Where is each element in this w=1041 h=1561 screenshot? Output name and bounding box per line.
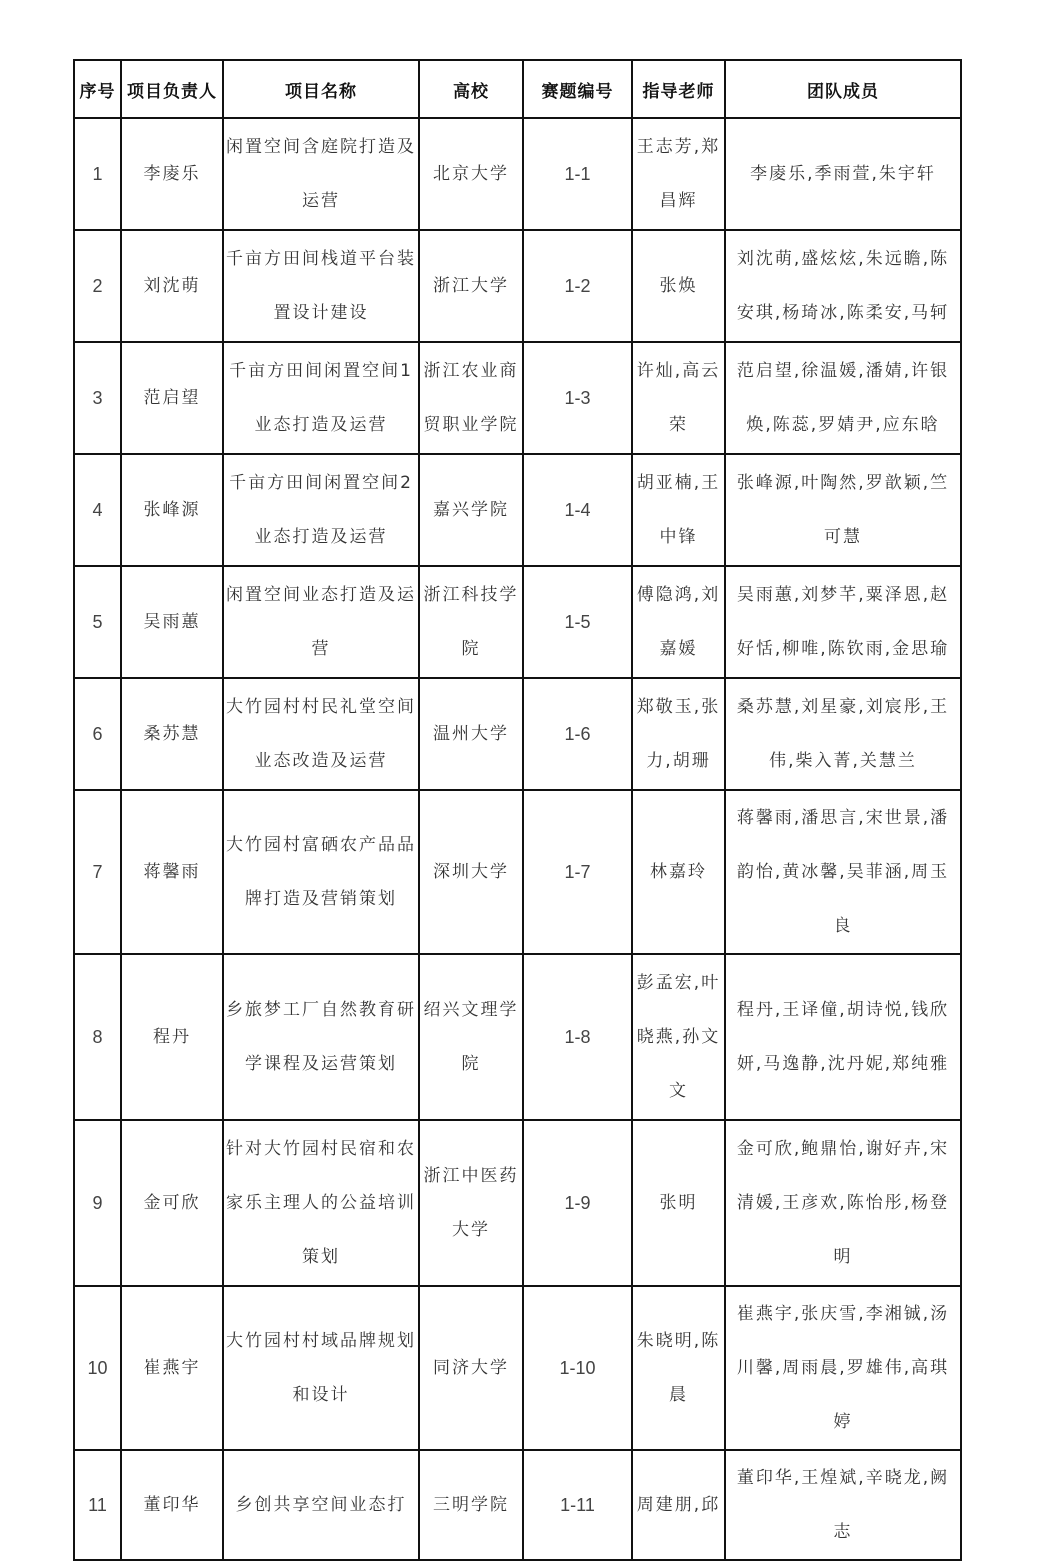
cell-no: 3 xyxy=(74,342,121,454)
cell-code: 1-1 xyxy=(523,118,632,230)
cell-school: 浙江科技学院 xyxy=(419,566,523,678)
table-row xyxy=(74,790,961,954)
table-row xyxy=(74,954,961,1120)
cell-advisor: 胡亚楠,王中锋 xyxy=(632,454,725,566)
cell-advisor: 王志芳,郑昌辉 xyxy=(632,118,725,230)
cell-leader: 董印华 xyxy=(121,1450,223,1560)
cell-project: 大竹园村村域品牌规划和设计 xyxy=(223,1286,419,1450)
cell-school: 浙江大学 xyxy=(419,230,523,342)
cell-advisor: 朱晓明,陈晨 xyxy=(632,1286,725,1450)
cell-leader: 张峰源 xyxy=(121,454,223,566)
cell-leader: 李庱乐 xyxy=(121,118,223,230)
cell-members: 董印华,王煌斌,辛晓龙,阙志 xyxy=(725,1450,961,1560)
cell-code: 1-6 xyxy=(523,678,632,790)
cell-no: 9 xyxy=(74,1120,121,1286)
cell-advisor: 张焕 xyxy=(632,230,725,342)
header-no: 序号 xyxy=(74,60,121,118)
cell-advisor: 许灿,高云荣 xyxy=(632,342,725,454)
cell-code: 1-4 xyxy=(523,454,632,566)
cell-school: 温州大学 xyxy=(419,678,523,790)
cell-members: 金可欣,鲍鼎怡,谢好卉,宋清媛,王彦欢,陈怡彤,杨登明 xyxy=(725,1120,961,1286)
cell-leader: 蒋馨雨 xyxy=(121,790,223,954)
header-members: 团队成员 xyxy=(725,60,961,118)
cell-project: 闲置空间业态打造及运营 xyxy=(223,566,419,678)
cell-no: 5 xyxy=(74,566,121,678)
cell-code: 1-9 xyxy=(523,1120,632,1286)
cell-project: 乡旅梦工厂自然教育研学课程及运营策划 xyxy=(223,954,419,1120)
cell-advisor: 周建朋,邱 xyxy=(632,1450,725,1560)
cell-code: 1-7 xyxy=(523,790,632,954)
cell-code: 1-8 xyxy=(523,954,632,1120)
cell-no: 7 xyxy=(74,790,121,954)
cell-leader: 程丹 xyxy=(121,954,223,1120)
cell-no: 1 xyxy=(74,118,121,230)
cell-members: 吴雨蕙,刘梦芊,粟泽恩,赵好恬,柳唯,陈钦雨,金思瑜 xyxy=(725,566,961,678)
cell-no: 11 xyxy=(74,1450,121,1560)
table-row xyxy=(74,1120,961,1286)
table-row xyxy=(74,454,961,566)
table-row xyxy=(74,678,961,790)
cell-leader: 崔燕宇 xyxy=(121,1286,223,1450)
cell-project: 乡创共享空间业态打 xyxy=(223,1450,419,1560)
cell-members: 张峰源,叶陶然,罗歆颖,竺可慧 xyxy=(725,454,961,566)
cell-school: 嘉兴学院 xyxy=(419,454,523,566)
cell-members: 蒋馨雨,潘思言,宋世景,潘韵怡,黄冰馨,吴菲涵,周玉良 xyxy=(725,790,961,954)
table-row xyxy=(74,230,961,342)
cell-no: 2 xyxy=(74,230,121,342)
table-row xyxy=(74,342,961,454)
cell-school: 绍兴文理学院 xyxy=(419,954,523,1120)
cell-advisor: 郑敬玉,张力,胡珊 xyxy=(632,678,725,790)
cell-project: 闲置空间含庭院打造及运营 xyxy=(223,118,419,230)
cell-school: 北京大学 xyxy=(419,118,523,230)
cell-school: 深圳大学 xyxy=(419,790,523,954)
cell-advisor: 张明 xyxy=(632,1120,725,1286)
header-advisor: 指导老师 xyxy=(632,60,725,118)
header-leader: 项目负责人 xyxy=(121,60,223,118)
cell-school: 同济大学 xyxy=(419,1286,523,1450)
cell-code: 1-5 xyxy=(523,566,632,678)
table-row xyxy=(74,566,961,678)
table-row xyxy=(74,118,961,230)
cell-code: 1-2 xyxy=(523,230,632,342)
table-header-row xyxy=(74,60,961,118)
cell-members: 范启望,徐温媛,潘婧,许银焕,陈蕊,罗婧尹,应东晗 xyxy=(725,342,961,454)
cell-school: 三明学院 xyxy=(419,1450,523,1560)
cell-leader: 桑苏慧 xyxy=(121,678,223,790)
cell-members: 刘沈萌,盛炫炫,朱远瞻,陈安琪,杨琦冰,陈柔安,马轲 xyxy=(725,230,961,342)
cell-project: 针对大竹园村民宿和农家乐主理人的公益培训策划 xyxy=(223,1120,419,1286)
cell-advisor: 林嘉玲 xyxy=(632,790,725,954)
cell-leader: 范启望 xyxy=(121,342,223,454)
table-row xyxy=(74,1286,961,1450)
cell-school: 浙江中医药大学 xyxy=(419,1120,523,1286)
cell-code: 1-3 xyxy=(523,342,632,454)
cell-members: 桑苏慧,刘星豪,刘宸彤,王伟,柴入菁,关慧兰 xyxy=(725,678,961,790)
table-row xyxy=(74,1450,961,1560)
cell-no: 8 xyxy=(74,954,121,1120)
cell-project: 千亩方田间闲置空间1业态打造及运营 xyxy=(223,342,419,454)
header-project: 项目名称 xyxy=(223,60,419,118)
cell-leader: 刘沈萌 xyxy=(121,230,223,342)
cell-no: 6 xyxy=(74,678,121,790)
cell-project: 大竹园村富硒农产品品牌打造及营销策划 xyxy=(223,790,419,954)
project-table xyxy=(73,59,962,1561)
cell-code: 1-10 xyxy=(523,1286,632,1450)
cell-advisor: 彭孟宏,叶晓燕,孙文文 xyxy=(632,954,725,1120)
cell-members: 李庱乐,季雨萱,朱宇轩 xyxy=(725,118,961,230)
cell-code: 1-11 xyxy=(523,1450,632,1560)
header-school: 高校 xyxy=(419,60,523,118)
cell-members: 崔燕宇,张庆雪,李湘铖,汤川馨,周雨晨,罗雄伟,高琪婷 xyxy=(725,1286,961,1450)
cell-no: 10 xyxy=(74,1286,121,1450)
header-code: 赛题编号 xyxy=(523,60,632,118)
cell-project: 大竹园村村民礼堂空间业态改造及运营 xyxy=(223,678,419,790)
cell-project: 千亩方田间栈道平台装置设计建设 xyxy=(223,230,419,342)
cell-advisor: 傅隐鸿,刘嘉媛 xyxy=(632,566,725,678)
cell-project: 千亩方田间闲置空间2业态打造及运营 xyxy=(223,454,419,566)
cell-school: 浙江农业商贸职业学院 xyxy=(419,342,523,454)
cell-leader: 吴雨蕙 xyxy=(121,566,223,678)
cell-no: 4 xyxy=(74,454,121,566)
cell-leader: 金可欣 xyxy=(121,1120,223,1286)
cell-members: 程丹,王译僮,胡诗悦,钱欣妍,马逸静,沈丹妮,郑纯雅 xyxy=(725,954,961,1120)
